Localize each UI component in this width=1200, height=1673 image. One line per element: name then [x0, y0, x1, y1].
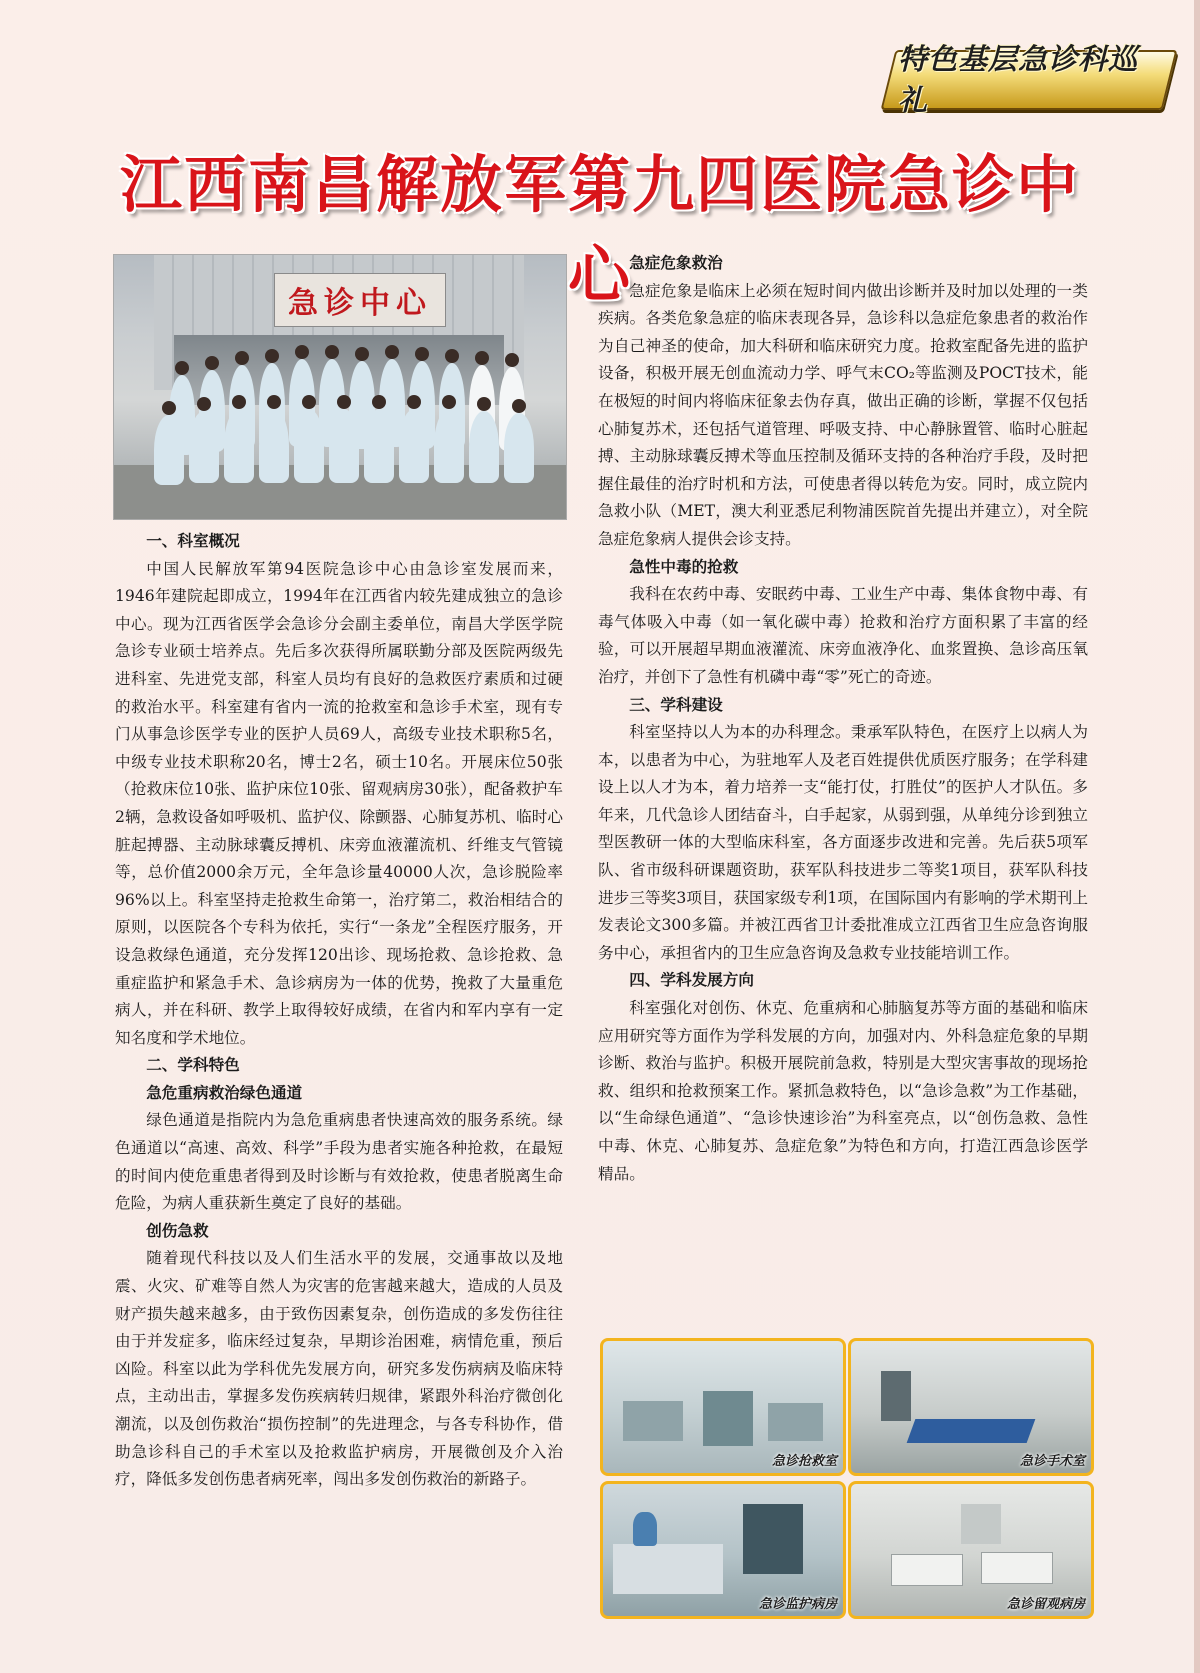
poisoning-paragraph: 我科在农药中毒、安眠药中毒、工业生产中毒、集体食物中毒、有毒气体吸入中毒（如一氧化碳中毒）抢救和治疗方面积累了丰富的经验，可以开展超早期血液灌流、床旁血液净化、血浆置换、急诊高压氧治疗，并创下了急性有机磷中毒“零”死亡的奇迹。: [598, 585, 1088, 686]
discipline-building-paragraph: 科室坚持以人为本的办科理念。秉承军队特色，在医疗上以病人为本，以患者为中心，为驻地军人及老百姓提供优质医疗服务；在学科建设上以人才为本，着力培养一支“能打仗，打胜仗”的医护人才队伍。多年来，几代急诊人团结奋斗，白手起家，从弱到强，从单纯分诊到独立型医教研一体的大型临床科室，各方面逐步改进和完善。先后获5项军队、省市级科研课题资助，获军队科技进步二等奖1项目，获军队科技进步三等奖3项目，获国家级专利1项，在国际国内有影响的学术期刊上发表论文300多篇。并被江西省卫计委批准成立江西省卫生应急咨询服务中心，承担省内的卫生应急咨询及急救专业技能培训工作。: [598, 723, 1088, 962]
section-heading-overview: 一、科室概况: [146, 532, 240, 550]
photo-caption: 急诊抢救室: [771, 1454, 837, 1469]
photo-caption: 急诊留观病房: [1006, 1597, 1085, 1612]
column-banner-text: 特色基层急诊科巡礼: [898, 42, 1139, 117]
photo-resuscitation-room: [600, 1338, 846, 1476]
page-title: 江西南昌解放军第九四医院急诊中心: [119, 148, 1080, 311]
subheading-trauma: 创伤急救: [146, 1221, 209, 1240]
green-channel-paragraph: 绿色通道是指院内为急危重病患者快速高效的服务系统。绿色通道以“高速、高效、科学”手段为患者实施各种抢救，在最短的时间内使危重患者得到及时诊断与有效抢救，使患者脱离生命危险，为病人重获新生奠定了良好的基础。: [115, 1111, 563, 1213]
left-column: [115, 528, 563, 1494]
photo-caption: 急诊监护病房: [758, 1597, 837, 1612]
trauma-paragraph: 随着现代科技以及人们生活水平的发展，交通事故以及地震、火灾、矿难等自然人为灾害的危害越来越大，造成的人员及财产损失越来越多，由于致伤因素复杂，创伤造成的多发伤往往由于并发症多，临床经过复杂，早期诊治困难，病情危重，预后凶险。科室以此为学科优先发展方向，研究多发伤病病及临床特点，主动出击，掌握多发伤疾病转归规律，紧跟外科治疗微创化潮流，以及创伤救治“损伤控制”的先进理念，与各专科协作，借助急诊科自己的手术室以及抢救监护病房，开展微创及介入治疗，降低多发创伤患者病死率，闯出多发创伤救治的新路子。: [115, 1249, 563, 1489]
section-heading-features: 二、学科特色: [146, 1056, 240, 1075]
page-edge-rule: [1194, 0, 1200, 1673]
photo-operating-room: [848, 1338, 1094, 1476]
overview-paragraph: 中国人民解放军第94医院急诊中心由急诊室发展而来，1946年建院起即成立，1994年在江西省内较先建成独立的急诊中心。现为江西省医学会急诊分会副主委单位，南昌大学医学院急诊专业硕士培养点。先后多次获得所属联勤分部及医院两级先进科室、先进党支部，科室人员均有良好的急救医疗素质和过硬的救治水平。科室建有省内一流的抢救室和急诊手术室，现有专门从事急诊医学专业的医护人员69人，高级专业技术职称5名，中级专业技术职称20名，博士2名，硕士10名。开展床位50张（抢救床位10张、监护床位10张、留观病房30张），配备救护车2辆，急救设备如呼吸机、监护仪、除颤器、心肺复苏机、临时心脏起搏器、主动脉球囊反搏机、床旁血液灌流机、纤维支气管镜等，总价值2000余万元，全年急诊量40000人次，急诊脱险率96%以上。科室坚持走抢救生命第一，治疗第二，救治相结合的原则，以医院各个专科为依托，实行“一条龙”全程医疗服务，开设急救绿色通道，充分发挥120出诊、现场抢救、急诊抢救、急重症监护和紧急手术、急诊病房为一体的优势，挽救了大量重危病人，并在科研、教学上取得较好成绩，在省内和军内享有一定知名度和学术地位。: [115, 559, 563, 1047]
photo-observation-ward: [848, 1481, 1094, 1619]
development-paragraph: 科室强化对创伤、休克、危重病和心肺脑复苏等方面的基础和临床应用研究等方面作为学科发展的方向，加强对内、外科急症危象的早期诊断、救治与监护。积极开展院前急救，特别是大型灾害事故的现场抢救、组织和抢救预案工作。紧抓急救特色，以“急诊急救”为工作基础，以“生命绿色通道”、“急诊快速诊治”为科室亮点，以“创伤急救、急性中毒、休克、心肺复苏、急症危象”为特色和方向，打造江西急诊医学精品。: [598, 999, 1088, 1183]
right-column: [598, 250, 1088, 1188]
team-photo: [113, 254, 567, 520]
subheading-critical-crisis: 急症危象救治: [629, 254, 723, 272]
photo-caption: 急诊手术室: [1019, 1454, 1085, 1469]
section-heading-development: 四、学科发展方向: [629, 971, 754, 990]
emergency-center-sign: 急诊中心: [274, 273, 446, 327]
section-heading-discipline-building: 三、学科建设: [629, 695, 723, 714]
photo-monitoring-ward: [600, 1481, 846, 1619]
subheading-green-channel: 急危重病救治绿色通道: [146, 1083, 303, 1102]
subheading-poisoning: 急性中毒的抢救: [629, 557, 739, 576]
critical-crisis-paragraph: 急症危象是临床上必须在短时间内做出诊断并及时加以处理的一类疾病。各类危象急症的临床表现各异，急诊科以急症危象患者的救治作为自己神圣的使命，加大科研和临床研究力度。抢救室配备先进的监护设备，积极开展无创血流动力学、呼气末CO₂等监测及POCT技术，能在极短的时间内将临床征象去伪存真，做出正确的诊断，掌握不仅包括心肺复苏术，还包括气道管理、呼吸支持、中心静脉置管、临时心脏起搏、主动脉球囊反搏术等血压控制及循环支持的各种治疗手段，及时把握住最佳的治疗时机和方法，可使患者得以转危为安。同时，成立院内急救小队（MET，澳大利亚悉尼利物浦医院首先提出并建立），对全院急症危象病人提供会诊支持。: [598, 281, 1088, 548]
